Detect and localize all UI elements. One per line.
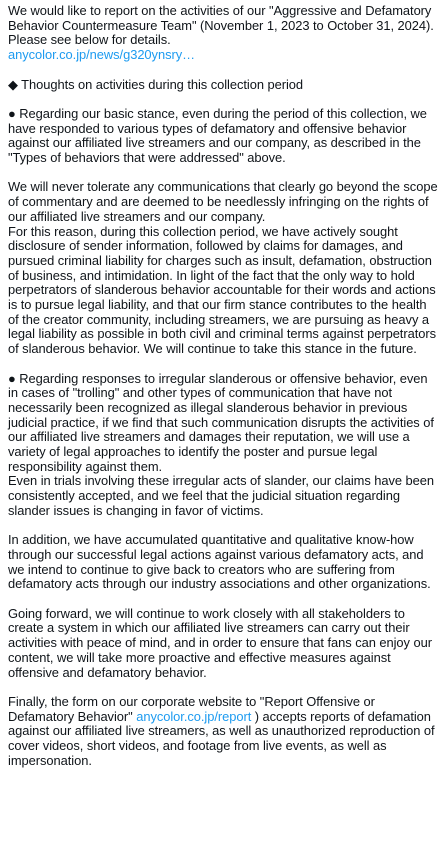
paragraph-spacer xyxy=(8,680,440,695)
news-link[interactable]: anycolor.co.jp/news/g320ynsry… xyxy=(8,47,195,63)
see-below-text: Please see below for details. xyxy=(8,32,171,48)
irregular-behavior-paragraph: ● Regarding responses to irregular slanderous or offensive behavior, even in cases of "trolling" and other types of communication that have not necessarily been recognized as illegal slanderous behavior in previous judicial practice, if we find that such communication disrupts the activities of our affiliated live streamers and damages their reputation, we will use a variety of legal approaches to identify the poster and pursue legal responsibility against them. xyxy=(8,370,434,474)
for-this-reason-paragraph: For this reason, during this collection period, we have actively sought disclosure of sender information, followed by claims for damages, and pursued criminal liability for charges such as insult, defamation, obstruction of business, and intimidation. In light of the fact that the only way to hold perpetrators of slanderous behavior accountable for their words and actions is to pursue legal liability, and that our firm stance contributes to the health of the creator community, including streamers, we are pursuing as heavy a legal liability as possible in both civil and criminal terms against perpetrators of slanderous behavior. We will continue to take this stance in the future. xyxy=(8,223,436,357)
paragraph-spacer xyxy=(8,63,440,78)
finally-paragraph xyxy=(8,695,440,769)
paragraph-spacer xyxy=(8,592,440,607)
paragraph-spacer xyxy=(8,166,440,181)
know-how-paragraph: In addition, we have accumulated quantitative and qualitative know-how through our successful legal actions against various defamatory acts, and we intend to continue to give back to creators who are suffering from defamatory acts through our industry associations and other organizations. xyxy=(8,532,431,592)
finally-text-after: ) accepts reports of defamation against our affiliated live streamers, as well as unauthorized reproduction of cover videos, short videos, and footage from live events, as well as impersonation. xyxy=(8,708,435,768)
paragraph-spacer xyxy=(8,92,440,107)
never-tolerate-paragraph: We will never tolerate any communications that clearly go beyond the scope of commentary and are deemed to be needlessly infringing on the rights of our affiliated live streamers and our company. xyxy=(8,179,438,224)
trials-paragraph: Even in trials involving these irregular acts of slander, our claims have been consistently accepted, and we feel that the judicial situation regarding slander issues is changing in favor of victims. xyxy=(8,473,435,518)
going-forward-paragraph: Going forward, we will continue to work closely with all stakeholders to create a system in which our affiliated live streamers can carry out their activities with peace of mind, and in order to ensure that fans can enjoy our content, we will take more proactive and effective measures against offensive and defamatory behavior. xyxy=(8,605,432,680)
stance-paragraph: ● Regarding our basic stance, even during the period of this collection, we have responded to various types of defamatory and offensive behavior against our affiliated live streamers and our company, as described in the "Types of behaviors that were addressed" above. xyxy=(8,105,427,165)
paragraph-spacer xyxy=(8,519,440,534)
report-link[interactable]: anycolor.co.jp/report xyxy=(136,708,252,724)
post-text xyxy=(8,4,440,768)
finally-text-before: Finally, the form on our corporate website to "Report Offensive or Defamatory Behavior" xyxy=(8,693,375,724)
thoughts-heading: ◆ Thoughts on activities during this collection period xyxy=(8,76,304,92)
paragraph-spacer xyxy=(8,357,440,372)
intro-paragraph: We would like to report on the activities of our "Aggressive and Defamatory Behavior Countermeasure Team" (November 1, 2023 to October 31, 2024). xyxy=(8,3,434,33)
